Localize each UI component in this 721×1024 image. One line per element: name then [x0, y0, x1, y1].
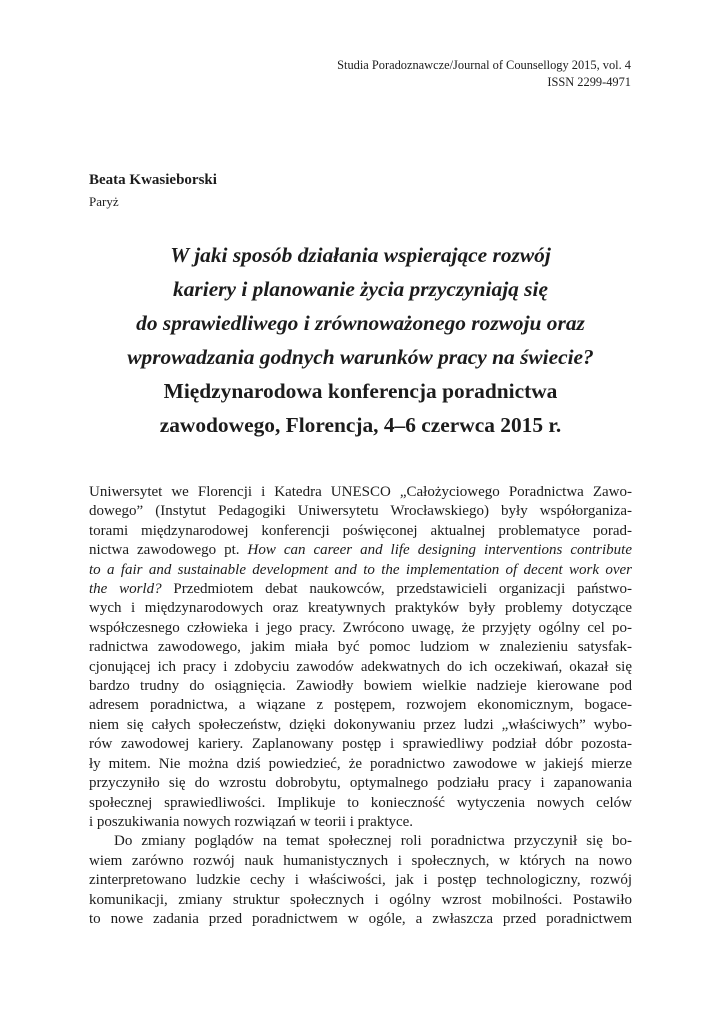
- title-line: do sprawiedliwego i zrównoważonego rozwoju oraz: [136, 311, 585, 335]
- body-line: Do zmiany poglądów na temat społecznej roli poradnictwa przyczynił się bo-: [114, 833, 632, 850]
- title-line: wprowadzania godnych warunków pracy na świecie?: [127, 345, 594, 369]
- conference-title-italic: the world?: [89, 581, 162, 598]
- author-name: Beata Kwasieborski: [89, 172, 217, 188]
- body-line: the world? Przedmiotem debat naukowców, przedstawicieli organizacji państwo-: [89, 581, 632, 598]
- title-line: Międzynarodowa konferencja poradnictwa: [163, 379, 558, 403]
- body-line: radnictwa zawodowego, jakim miała być pomoc ludziom w znalezieniu satysfak-: [89, 639, 632, 656]
- body-line: adresem poradnictwa, a wiązane z postępem, rozwojem ekonomicznym, bogace-: [89, 697, 632, 714]
- body-line: zinterpretowano ludzkie cechy i właściwości, jak i postęp technologiczny, rozwój: [89, 872, 632, 889]
- body-line: wych i międzynarodowych oraz kreatywnych praktyków były problemy dotyczące: [89, 600, 632, 617]
- issn: ISSN 2299-4971: [547, 75, 631, 89]
- body-line: bardzo trudny do osiągnięcia. Zawiodły bowiem wielkie nadzieje kierowane pod: [89, 678, 632, 695]
- body-line: i poszukiwania nowych rozwiązań w teorii i praktyce.: [89, 813, 414, 830]
- body-line: przyczyniło się do wzrostu dobrobytu, optymalnego podziału pracy i zapanowania: [89, 775, 632, 792]
- body-line: rów zawodowej kariery. Zaplanowany postęp i sprawiedliwy podział dóbr pozosta-: [89, 736, 632, 753]
- body-line: torami międzynarodowej konferencji poświęconej aktualnej problematyce porad-: [89, 522, 632, 539]
- running-header: [337, 57, 631, 91]
- body-line: to nowe zadania przed poradnictwem w ogóle, a zwłaszcza przed poradnictwem: [89, 910, 632, 927]
- body-line: Uniwersytet we Florencji i Katedra UNESCO „Całożyciowego Poradnictwa Zawo-: [89, 484, 632, 500]
- body-line: nictwa zawodowego pt. How can career and life designing interventions contribute: [89, 542, 632, 559]
- body-line: wiem zarówno rozwój nauk humanistycznych i społecznych, w których na nowo: [89, 852, 632, 869]
- title-line: kariery i planowanie życia przyczyniają się: [173, 277, 548, 301]
- title-line: zawodowego, Florencja, 4–6 czerwca 2015 r.: [159, 413, 562, 437]
- author-affiliation: Paryż: [89, 194, 119, 209]
- body-line: niem się całych społeczeństw, dzięki dokonywaniu przez ludzi „właściwych” wybo-: [89, 716, 632, 733]
- body-line: dowego” (Instytut Pedagogiki Uniwersytetu Wrocławskiego) były współorganiza-: [89, 503, 632, 520]
- body-line: współczesnego człowieka i jego pracy. Zwrócono uwagę, że przyjęty ogólny cel po-: [89, 619, 632, 636]
- article-body: [89, 483, 632, 929]
- body-line: cjonującej ich pracy i zdobyciu zawodów adekwatnych do ich oczekiwań, okazał się: [89, 658, 632, 675]
- author-block: [89, 170, 217, 211]
- body-line: ły mitem. Nie można dziś powiedzieć, że poradnictwo zawodowe w jakiejś mierze: [89, 755, 632, 772]
- body-line: społecznej sprawiedliwości. Implikuje to konieczność wytyczenia nowych celów: [89, 794, 632, 811]
- article-title: [89, 238, 632, 442]
- body-line: to a fair and sustainable development and to the implementation of decent work over: [89, 561, 632, 578]
- journal-name: Studia Poradoznawcze/Journal of Counsellogy 2015, vol. 4: [337, 58, 631, 72]
- title-line: W jaki sposób działania wspierające rozwój: [170, 243, 551, 267]
- conference-title-italic: How can career and life designing interventions contribute: [247, 542, 632, 559]
- body-line: komunikacji, zmiany struktur społecznych i ogólny wzrost mobilności. Postawiło: [89, 891, 632, 908]
